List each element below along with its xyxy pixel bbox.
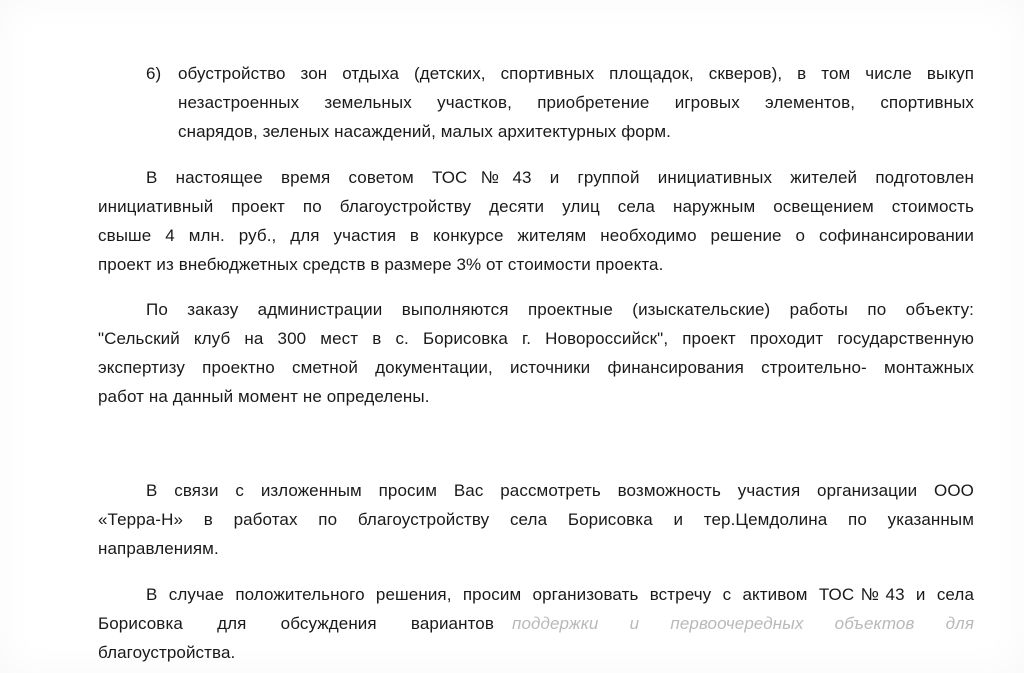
list-item-line-3: снарядов, зеленых насаждений, малых архитектурных форм. — [178, 122, 672, 141]
paragraph-1-line-2: инициативный проект по благоустройству десяти улиц села наружным освещением стоимость — [98, 197, 974, 216]
paragraph-3-line-3: направлениям. — [98, 539, 219, 558]
paragraph-1-line-3: свыше 4 млн. руб., для участия в конкурсе жителям необходимо решение о софинансировании — [98, 226, 974, 245]
paragraph-2-line-2: "Сельский клуб на 300 мест в с. Борисовка г. Новороссийск", проект проходит государственную — [98, 329, 974, 348]
paragraph-1-line-4: проект из внебюджетных средств в размере 3% от стоимости проекта. — [98, 255, 664, 274]
list-item-marker: 6) — [146, 64, 162, 83]
paragraph-4-line-2-start: Борисовка для обсуждения вариантов — [98, 614, 494, 633]
paragraph-4-line-3: благоустройства. — [98, 643, 236, 662]
list-item-line-2: незастроенных земельных участков, приобретение игровых элементов, спортивных — [178, 93, 974, 112]
list-item-line-1: обустройство зон отдыха (детских, спортивных площадок, скверов), в том числе выкуп — [178, 64, 974, 83]
paragraph-3-line-2: «Терра-Н» в работах по благоустройству села Борисовка и тер.Цемдолина по указанным — [98, 510, 974, 529]
paragraph-4-line-1: В случае положительного решения, просим организовать встречу с активом ТОС№43 и села — [146, 585, 974, 604]
paragraph-4-line-2-faded: поддержки и первоочередных объектов для — [512, 614, 974, 633]
paragraph-1-line-1: В настоящее время советом ТОС№43 и группой инициативных жителей подготовлен — [146, 168, 974, 187]
paragraph-2-line-1: По заказу администрации выполняются проектные (изыскательские) работы по объекту: — [146, 300, 974, 319]
paragraph-2-line-3: экспертизу проектно сметной документации, источники финансирования строительно- монтажных — [98, 358, 974, 377]
paragraph-4-line-2 — [98, 614, 974, 634]
paragraph-2-line-4: работ на данный момент не определены. — [98, 387, 430, 406]
paragraph-3-line-1: В связи с изложенным просим Вас рассмотреть возможность участия организации ООО — [146, 481, 974, 500]
